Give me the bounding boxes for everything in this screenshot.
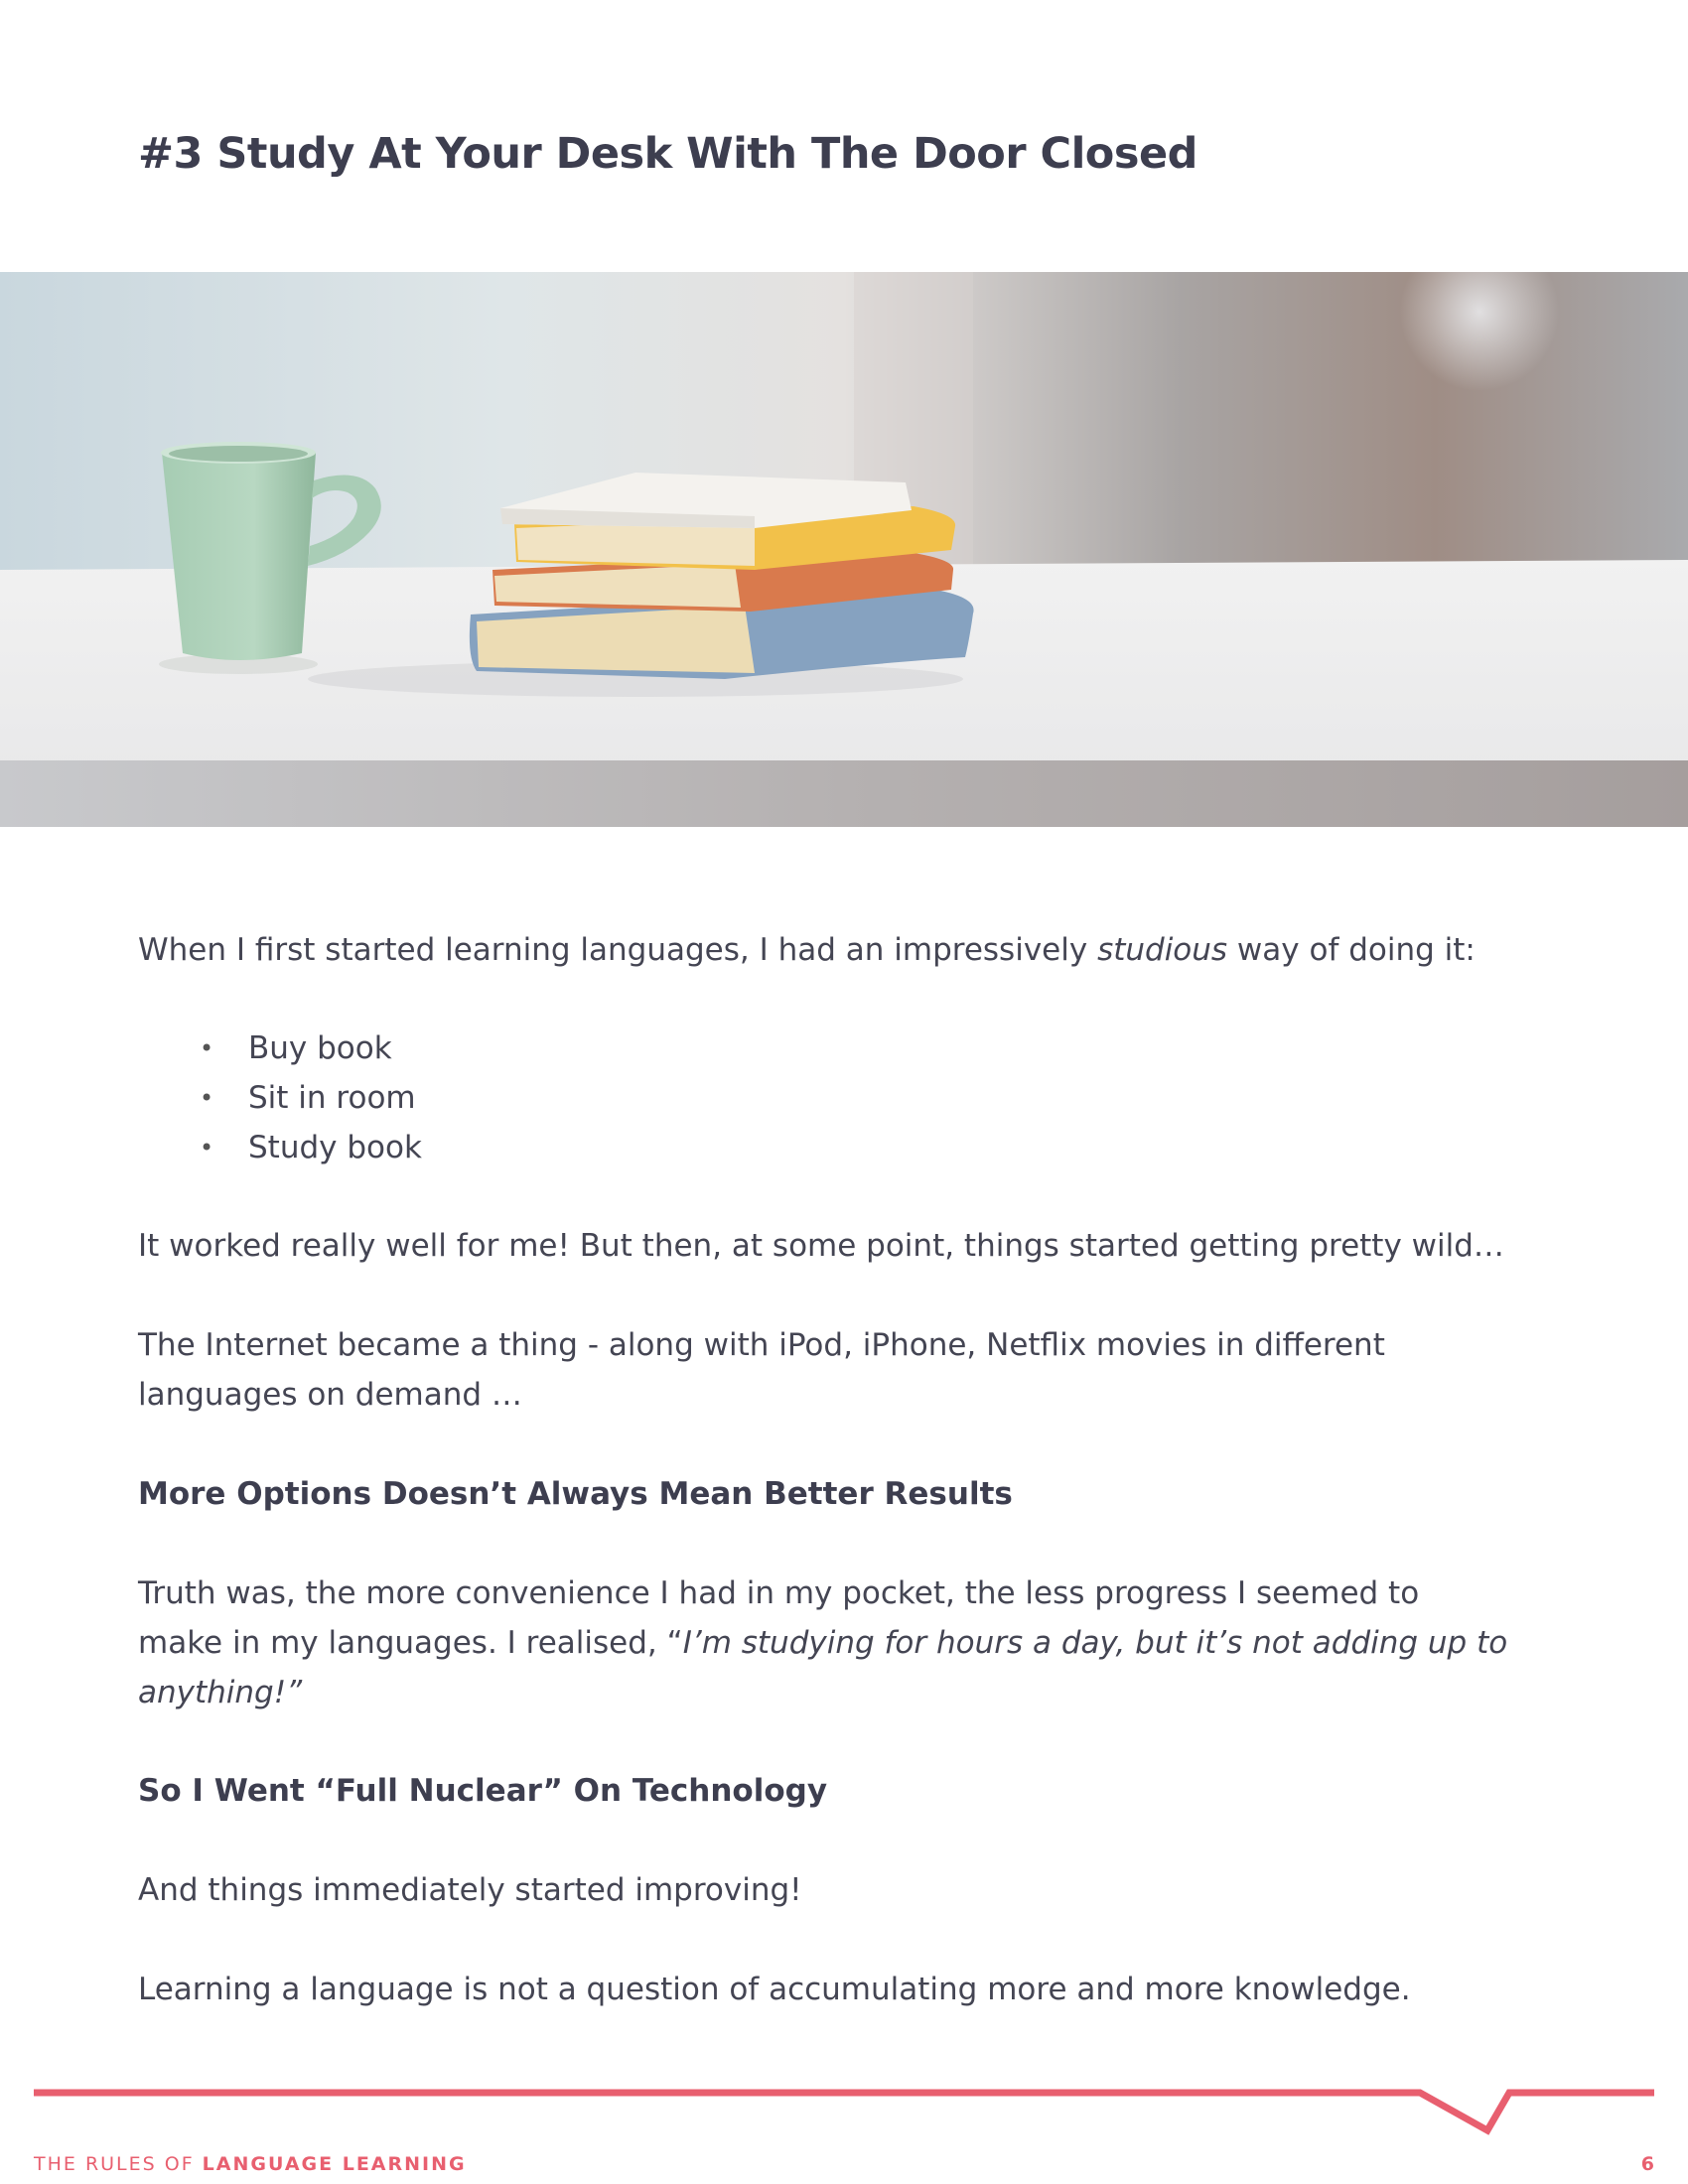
paragraph-internet-line2: languages on demand … bbox=[138, 1377, 522, 1413]
paragraph-internet-line1: The Internet became a thing - along with iPod, iPhone, Netflix movies in different bbox=[138, 1327, 1385, 1363]
book-stack bbox=[470, 473, 974, 679]
desk-illustration bbox=[0, 272, 1688, 827]
quote-italic: I’m studying for hours a day, but it’s not adding up to bbox=[682, 1625, 1508, 1661]
list-item bbox=[138, 1073, 422, 1123]
subheading-more-options: More Options Doesn’t Always Mean Better Results bbox=[138, 1476, 1013, 1512]
bullet-dot: • bbox=[200, 1134, 214, 1161]
intro-emphasis: studious bbox=[1097, 932, 1228, 968]
footer-title-bold: LANGUAGE LEARNING bbox=[202, 2153, 467, 2175]
bullet-dot: • bbox=[200, 1084, 214, 1112]
intro-paragraph bbox=[138, 925, 1548, 975]
footer-title bbox=[34, 2153, 467, 2175]
paragraph-truth-line2: make in my languages. I realised, “ bbox=[138, 1625, 683, 1661]
list-item-text: Study book bbox=[248, 1130, 422, 1165]
paragraph-improving: And things immediately started improving! bbox=[138, 1872, 802, 1908]
paragraph-worked: It worked really well for me! But then, at some point, things started getting pretty wild… bbox=[138, 1228, 1504, 1264]
list-item bbox=[138, 1123, 422, 1172]
paragraph-truth-line1: Truth was, the more convenience I had in my pocket, the less progress I seemed to bbox=[138, 1575, 1420, 1611]
page-heading: #3 Study At Your Desk With The Door Closed bbox=[138, 129, 1197, 179]
paragraph-learning: Learning a language is not a question of accumulating more and more knowledge. bbox=[138, 1972, 1411, 2007]
footer-title-light: THE RULES OF bbox=[34, 2153, 203, 2175]
intro-text-after: way of doing it: bbox=[1227, 932, 1476, 968]
list-item-text: Buy book bbox=[248, 1030, 392, 1066]
paragraph-internet bbox=[138, 1320, 1548, 1420]
paragraph-truth bbox=[138, 1569, 1548, 1717]
footer-rule bbox=[0, 2075, 1688, 2154]
subheading-full-nuclear: So I Went “Full Nuclear” On Technology bbox=[138, 1773, 828, 1809]
bullet-list bbox=[138, 1024, 422, 1172]
list-item-text: Sit in room bbox=[248, 1080, 416, 1116]
hero-photo-desk-books-mug bbox=[0, 272, 1688, 827]
list-item bbox=[138, 1024, 422, 1073]
quote-italic-end: anything!” bbox=[138, 1675, 303, 1710]
bullet-dot: • bbox=[200, 1034, 214, 1062]
page-number: 6 bbox=[1640, 2153, 1654, 2175]
intro-text-before: When I first started learning languages, I had an impressively bbox=[138, 932, 1098, 968]
